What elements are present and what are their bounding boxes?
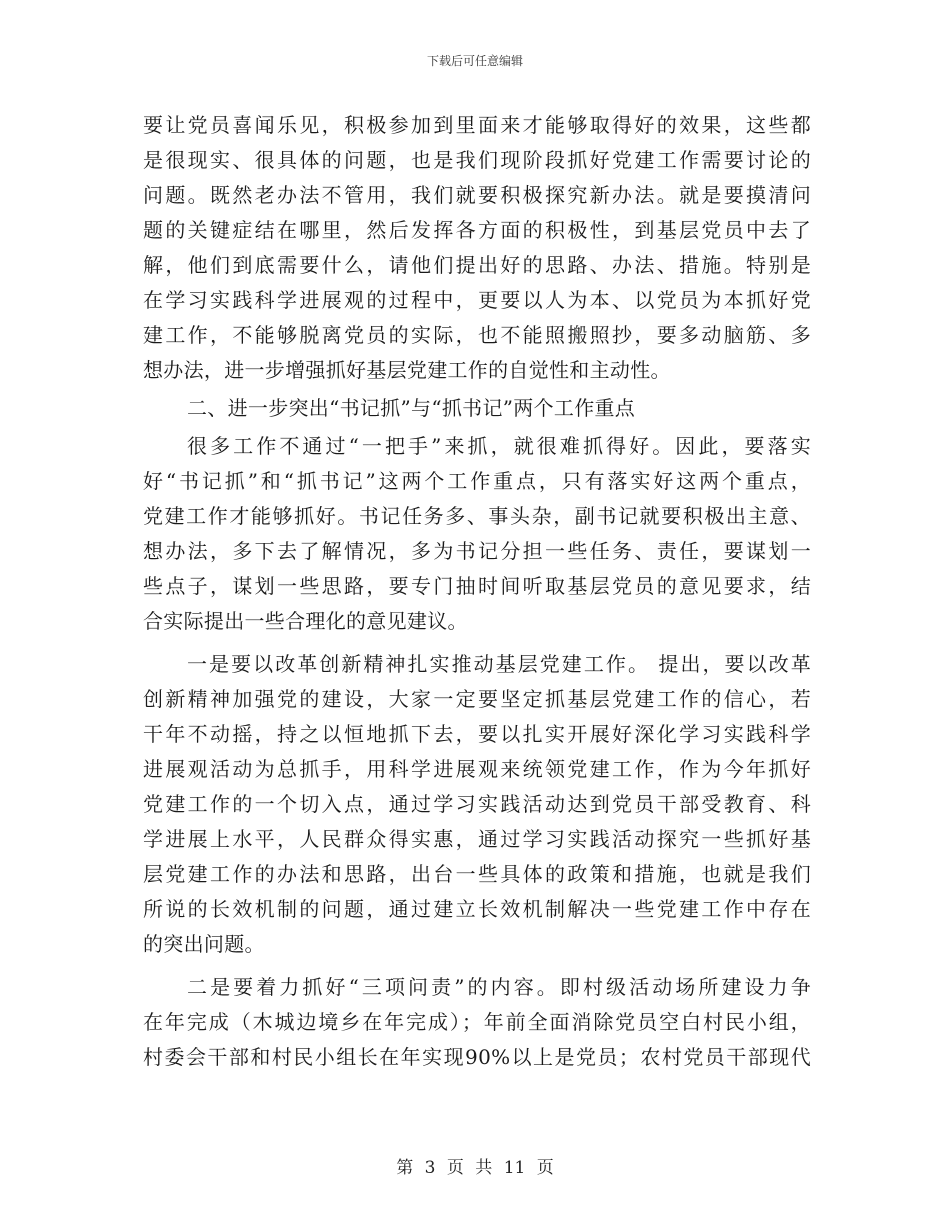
text-line: 想办法，进一步增强抓好基层党建工作的自觉性和主动性。 [143, 358, 671, 382]
text-line: 解，他们到底需要什么，请他们提出好的思路、办法、措施。特别是 [143, 253, 811, 277]
text-line: 层党建工作的办法和思路，出台一些具体的政策和措施，也就是我们 [143, 862, 811, 886]
text-line: 想办法，多下去了解情况，多为书记分担一些任务、责任，要谋划一 [143, 539, 811, 563]
paragraph-1 [143, 108, 811, 388]
text-line: 二是要着力抓好“三项问责”的内容。即村级活动场所建设力争 [187, 975, 811, 999]
paragraph-4 [143, 647, 811, 962]
text-line: 很多工作不通过“一把手”来抓，就很难抓得好。因此，要落实 [187, 434, 811, 458]
document-body [143, 108, 811, 1083]
page-footer: 第 3 页 共 11 页 [396, 1158, 554, 1178]
text-line: 一是要以改革创新精神扎实推动基层党建工作。 提出，要以改革 [187, 652, 811, 676]
text-line: 干年不动摇，持之以恒地抓下去，要以扎实开展好深化学习实践科学 [143, 722, 811, 746]
text-line: 的突出问题。 [143, 932, 265, 956]
text-line: 建工作，不能够脱离党员的实际，也不能照搬照抄，要多动脑筋、多 [143, 323, 811, 347]
text-line: 党建工作才能够抓好。书记任务多、事头杂，副书记就要积极出主意、 [143, 504, 811, 528]
text-line: 学进展上水平，人民群众得实惠，通过学习实践活动探究一些抓好基 [143, 827, 811, 851]
text-line: 好“书记抓”和“抓书记”这两个工作重点，只有落实好这两个重点， [143, 469, 811, 493]
text-line: 在学习实践科学进展观的过程中，更要以人为本、以党员为本抓好党 [143, 288, 811, 312]
text-line: 村委会干部和村民小组长在年实现90%以上是党员；农村党员干部现代 [143, 1045, 811, 1069]
text-line: 问题。既然老办法不管用，我们就要积极探究新办法。就是要摸清问 [143, 183, 811, 207]
text-line: 要让党员喜闻乐见，积极参加到里面来才能够取得好的效果，这些都 [143, 113, 811, 137]
text-line: 所说的长效机制的问题，通过建立长效机制解决一些党建工作中存在 [143, 897, 811, 921]
text-line: 是很现实、很具体的问题，也是我们现阶段抓好党建工作需要讨论的 [143, 148, 811, 172]
paragraph-5 [143, 970, 811, 1075]
paragraph-3 [143, 429, 811, 639]
text-line: 合实际提出一些合理化的意见建议。 [143, 609, 468, 633]
text-line: 进展观活动为总抓手，用科学进展观来统领党建工作，作为今年抓好 [143, 757, 811, 781]
section-heading [143, 391, 811, 426]
text-line: 在年完成（木城边境乡在年完成）；年前全面消除党员空白村民小组， [143, 1010, 811, 1034]
page-header: 下载后可任意编辑 [426, 54, 523, 68]
text-line: 些点子，谋划一些思路，要专门抽时间听取基层党员的意见要求，结 [143, 574, 811, 598]
heading-line: 二、进一步突出“书记抓”与“抓书记”两个工作重点 [187, 396, 636, 420]
text-line: 题的关键症结在哪里，然后发挥各方面的积极性，到基层党员中去了 [143, 218, 811, 242]
text-line: 党建工作的一个切入点，通过学习实践活动达到党员干部受教育、科 [143, 792, 811, 816]
text-line: 创新精神加强党的建设，大家一定要坚定抓基层党建工作的信心，若 [143, 687, 811, 711]
